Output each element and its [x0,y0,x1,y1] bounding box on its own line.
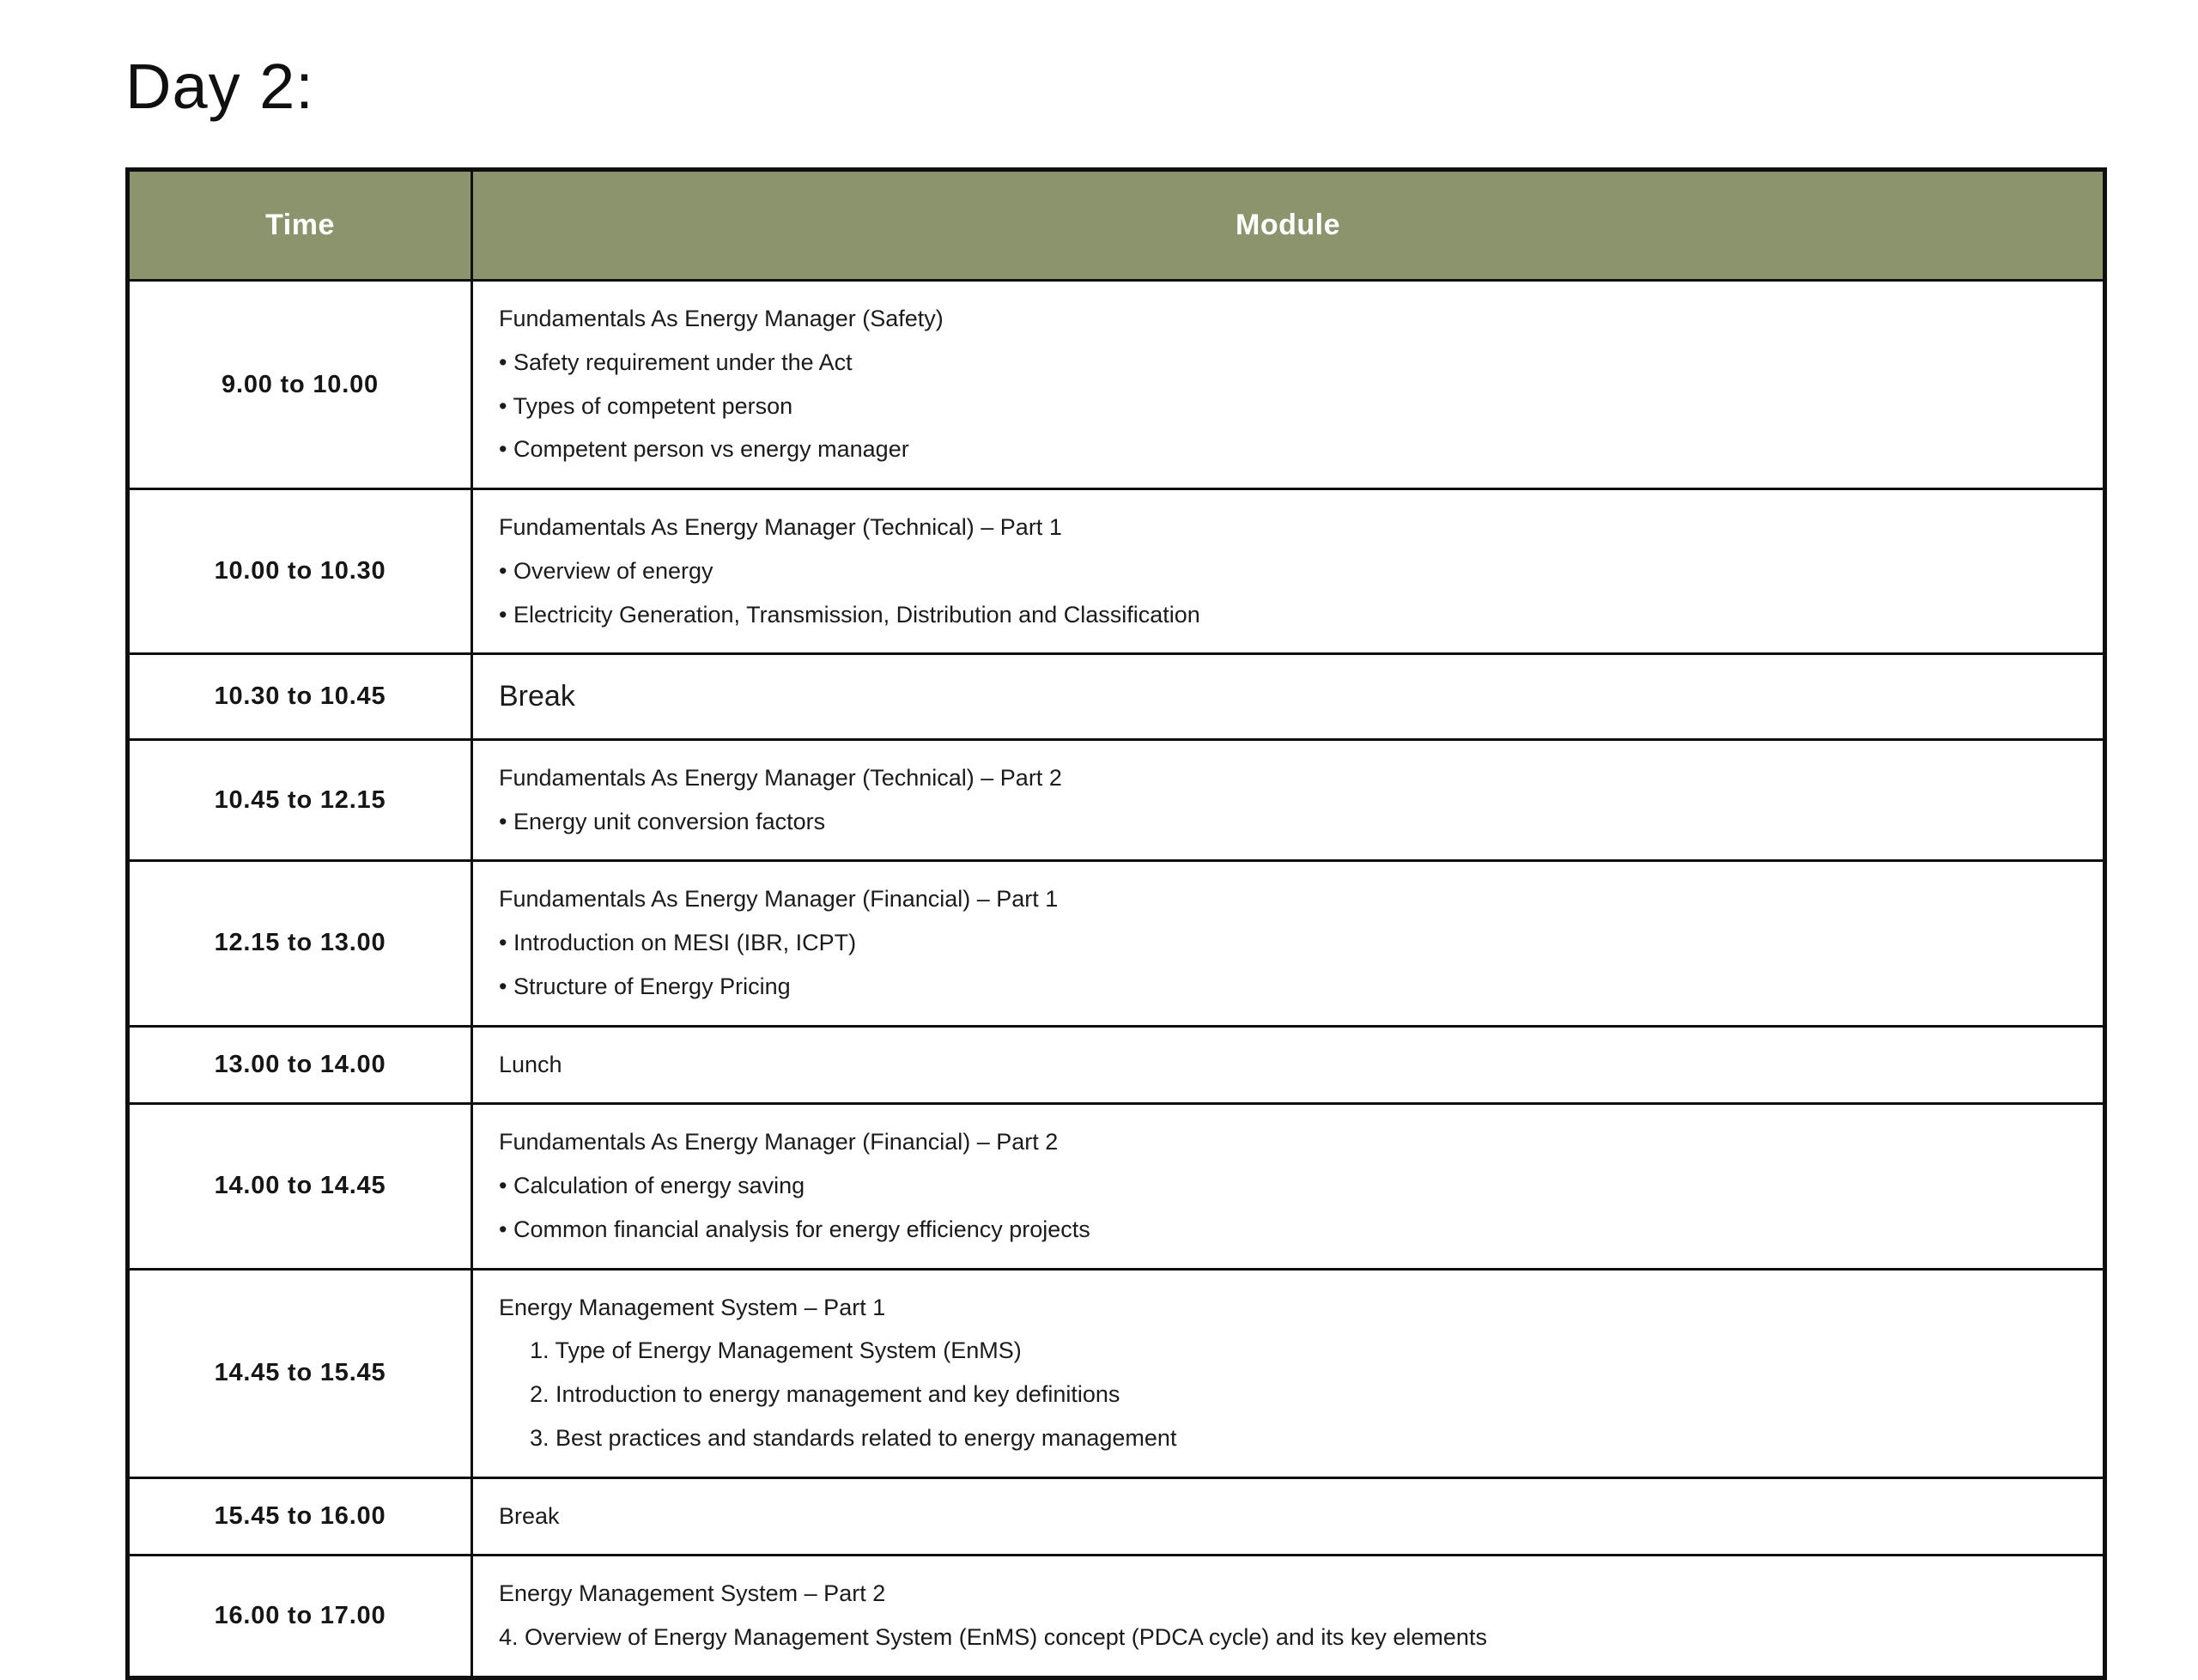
table-row [128,1556,2105,1678]
module-title: Lunch [499,1051,562,1077]
table-row [128,489,2105,654]
time-cell: 15.45 to 16.00 [128,1477,472,1556]
module-title: Fundamentals As Energy Manager (Technical) – Part 1 [499,514,1062,540]
module-line: • Overview of energy [499,557,713,584]
module-cell [472,1269,2105,1477]
table-row [128,281,2105,489]
time-cell: 10.00 to 10.30 [128,489,472,654]
table-row [128,1026,2105,1104]
module-cell [472,1026,2105,1104]
time-cell: 10.45 to 12.15 [128,739,472,861]
module-line: • Safety requirement under the Act [499,349,853,375]
module-line: • Common financial analysis for energy efficiency projects [499,1216,1090,1242]
time-cell: 12.15 to 13.00 [128,861,472,1026]
module-line: 3. Best practices and standards related to energy management [530,1424,1177,1451]
table-row [128,654,2105,740]
module-title: Fundamentals As Energy Manager (Financial) – Part 1 [499,886,1059,913]
table-row [128,739,2105,861]
table-row [128,1477,2105,1556]
module-title: Fundamentals As Energy Manager (Technical) – Part 2 [499,764,1062,791]
module-cell [472,1477,2105,1556]
time-cell: 14.00 to 14.45 [128,1104,472,1269]
module-line: 1. Type of Energy Management System (EnMS) [530,1337,1022,1364]
table-row [128,1269,2105,1477]
time-cell: 10.30 to 10.45 [128,654,472,740]
module-line: • Introduction on MESI (IBR, ICPT) [499,930,857,955]
column-header-time: Time [128,170,472,281]
module-line: • Electricity Generation, Transmission, Distribution and Classification [499,601,1200,628]
module-title: Energy Management System – Part 1 [499,1294,886,1320]
module-cell [472,861,2105,1026]
module-line: • Calculation of energy saving [499,1173,805,1198]
table-row [128,861,2105,1026]
module-cell [472,654,2105,740]
time-cell: 9.00 to 10.00 [128,281,472,489]
page-title: Day 2: [125,51,314,122]
module-line: 4. Overview of Energy Management System (EnMS) concept (PDCA cycle) and its key elements [499,1624,1487,1650]
module-title: Energy Management System – Part 2 [499,1580,886,1607]
module-title: Fundamentals As Energy Manager (Safety) [499,306,944,331]
module-cell [472,739,2105,861]
module-cell [472,1104,2105,1269]
schedule-table [125,167,2107,1680]
schedule-table-header [128,170,2105,281]
header-row [128,170,2105,281]
module-cell [472,489,2105,654]
module-line: • Structure of Energy Pricing [499,973,791,999]
time-cell: 13.00 to 14.00 [128,1026,472,1104]
module-title: Fundamentals As Energy Manager (Financial) – Part 2 [499,1129,1059,1155]
time-cell: 16.00 to 17.00 [128,1556,472,1678]
column-header-module: Module [472,170,2105,281]
module-line: • Competent person vs energy manager [499,436,909,463]
module-line: • Types of competent person [499,392,793,419]
module-cell [472,281,2105,489]
module-cell [472,1556,2105,1678]
module-line: • Energy unit conversion factors [499,808,826,834]
module-line: 2. Introduction to energy management and key definitions [530,1381,1120,1407]
time-cell: 14.45 to 15.45 [128,1269,472,1477]
module-title: Break [499,680,575,713]
table-row [128,1104,2105,1269]
schedule-table-body [128,281,2105,1678]
module-title: Break [499,1502,560,1529]
